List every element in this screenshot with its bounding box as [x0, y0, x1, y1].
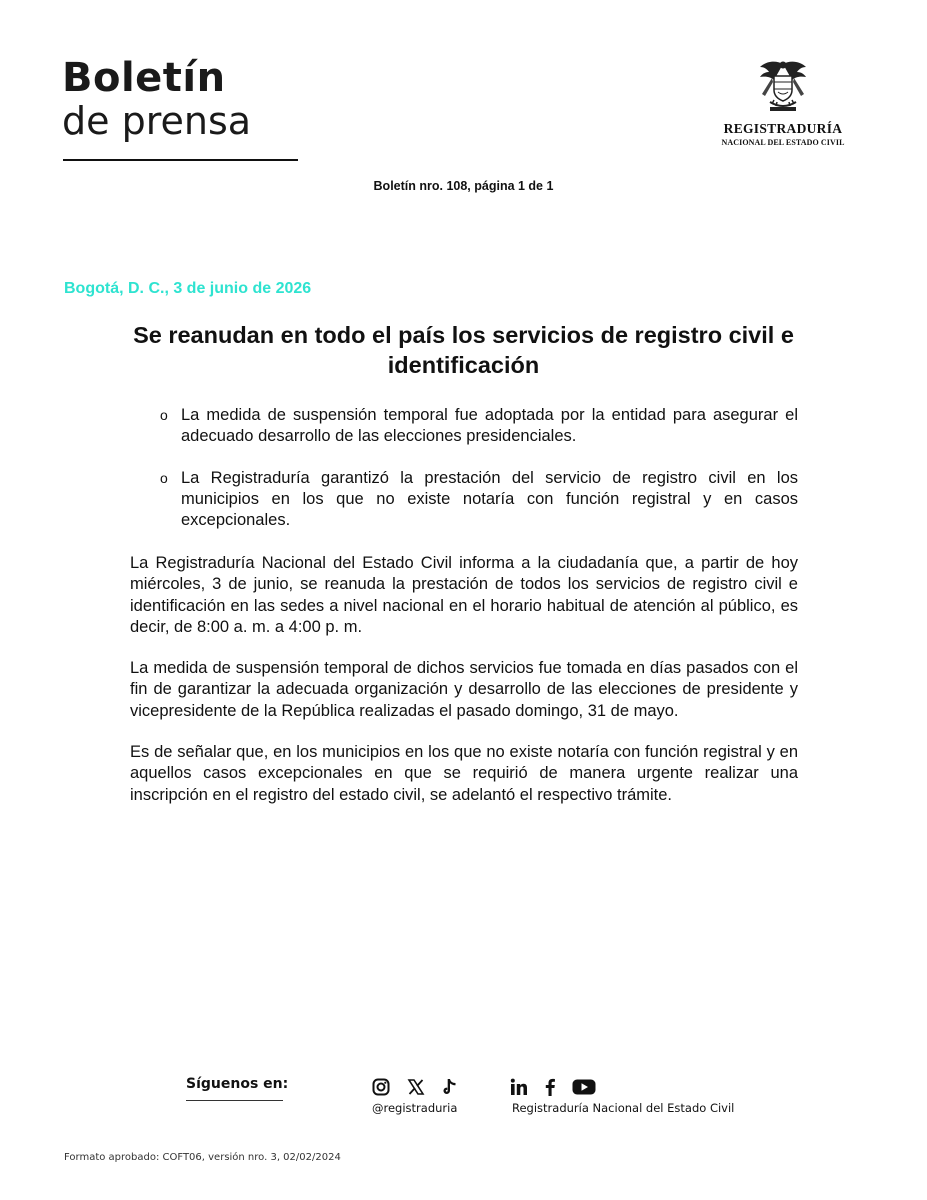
bullet-text: La medida de suspensión temporal fue adoptada por la entidad para asegurar el adecuado desarrollo de las elecciones presidenciales. — [181, 406, 798, 445]
linkedin-icon[interactable] — [510, 1078, 528, 1096]
summary-bullet — [160, 468, 798, 531]
social-handle[interactable]: @registraduria — [372, 1101, 458, 1115]
bulletin-reference: Boletín nro. 108, página 1 de 1 — [373, 179, 554, 193]
title-underline — [63, 159, 298, 161]
follow-us-label: Síguenos en: — [186, 1076, 289, 1092]
headline: Se reanudan en todo el país los servicios de registro civil e identificación — [133, 322, 794, 378]
youtube-icon[interactable] — [572, 1078, 596, 1096]
article-body — [130, 553, 798, 826]
bullet-text: La Registraduría garantizó la prestación del servicio de registro civil en los municipios en los que no existe notaría con función registral y en casos excepcionales. — [181, 469, 798, 529]
social-icons-org-group — [510, 1078, 596, 1096]
logo-org-line-2: NACIONAL DEL ESTADO CIVIL — [721, 138, 845, 147]
x-icon[interactable] — [407, 1078, 425, 1096]
follow-underline — [186, 1100, 283, 1101]
social-icons-handle-group — [372, 1078, 458, 1096]
format-approval-note: Formato aprobado: COFT06, versión nro. 3, 02/02/2024 — [64, 1152, 341, 1163]
body-paragraph: Es de señalar que, en los municipios en los que no existe notaría con función registral y en aquellos casos excepcionales en que se requirió de manera urgente realizar una inscripción en el registro del estado civil, se adelantó el respectivo trámite. — [130, 743, 798, 804]
logo-org-line-1: REGISTRADURÍA — [723, 121, 843, 136]
coat-of-arms-icon — [748, 58, 818, 114]
bullet-marker: o — [160, 470, 168, 486]
summary-bullet-list — [160, 405, 798, 552]
instagram-icon[interactable] — [372, 1078, 390, 1096]
bullet-marker: o — [160, 407, 168, 423]
footer-org-name: Registraduría Nacional del Estado Civil — [512, 1101, 735, 1115]
title-line-1: Boletín — [62, 55, 226, 101]
facebook-icon[interactable] — [544, 1078, 556, 1096]
tiktok-icon[interactable] — [442, 1078, 458, 1096]
title-line-2: de prensa — [62, 99, 252, 143]
dateline: Bogotá, D. C., 3 de junio de 2026 — [64, 280, 312, 297]
summary-bullet — [160, 405, 798, 447]
body-paragraph: La medida de suspensión temporal de dichos servicios fue tomada en días pasados con el fin de garantizar la adecuada organización y desarrollo de las elecciones de presidente y vicepresidente de la República realizadas el pasado domingo, 31 de mayo. — [130, 659, 798, 720]
body-paragraph: La Registraduría Nacional del Estado Civil informa a la ciudadanía que, a partir de hoy miércoles, 3 de junio, se reanuda la prestación de todos los servicios de registro civil e identificación en las sedes a nivel nacional en el horario habitual de atención al público, es decir, de 8:00 a. m. a 4:00 p. m. — [130, 554, 798, 636]
press-bulletin-title — [62, 55, 252, 143]
registraduria-logo — [718, 58, 848, 147]
